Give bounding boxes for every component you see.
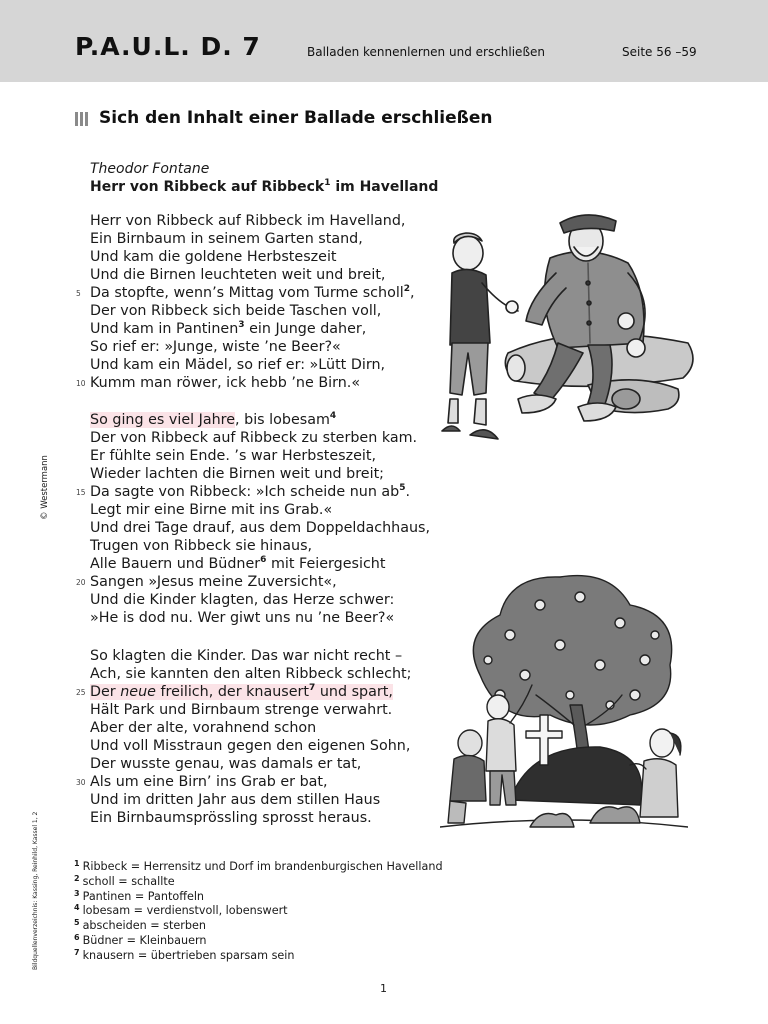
footnote: $^7$ knausern = übertrieben sparsam sein (74, 947, 295, 962)
poem-line: Trugen von Ribbeck sie hinaus, (90, 538, 313, 554)
section-bars-icon (75, 112, 93, 126)
line-number: 20 (76, 578, 86, 587)
ribbeck-and-boy-illustration (438, 203, 696, 453)
highlighted-text: Der neue freilich, der knausert$^7$ und spart, (90, 683, 393, 700)
page-header (0, 0, 768, 82)
poem-line: Er fühlte sein Ende. ’s war Herbsteszeit, (90, 448, 377, 464)
footnote: $^3$ Pantinen = Pantoffeln (74, 888, 205, 903)
poem-line: Legt mir eine Birne mit ins Grab.« (90, 502, 333, 518)
page-reference: Seite 56 –59 (622, 45, 697, 59)
poem-line: Der von Ribbeck sich beide Taschen voll, (90, 303, 382, 319)
poem-line: Aber der alte, vorahnend schon (90, 720, 317, 736)
footnote: $^6$ Büdner = Kleinbauern (74, 932, 207, 947)
chapter-subject: Balladen kennenlernen und erschließen (307, 45, 545, 59)
page-number: 1 (380, 982, 387, 995)
poem-line: So rief er: »Junge, wiste ’ne Beer?« (90, 339, 341, 355)
poem-line: Sangen »Jesus meine Zuversicht«, (90, 574, 337, 590)
poem-line: Und die Birnen leuchteten weit und breit, (90, 267, 386, 283)
footnote: $^1$ Ribbeck = Herrensitz und Dorf im brandenburgischen Havelland (74, 859, 443, 873)
image-credit: Bildquellenverzeichnis: Kassing, Reinhild, Kassel 1, 2 (32, 811, 39, 970)
poem-line: Ein Birnbaumsprössling sprosst heraus. (90, 810, 372, 826)
highlighted-text: So ging es viel Jahre (90, 412, 236, 428)
poem-line: Herr von Ribbeck auf Ribbeck im Havelland, (90, 213, 406, 229)
poem-line: Und im dritten Jahr aus dem stillen Haus (90, 792, 381, 808)
poem-line: Und kam in Pantinen$^3$ ein Junge daher, (90, 320, 367, 337)
poem-line: Der von Ribbeck auf Ribbeck zu sterben kam. (90, 430, 418, 446)
poem-line: Wieder lachten die Birnen weit und breit; (90, 466, 384, 482)
pear-tree-grave-illustration (440, 565, 688, 835)
poem-line: Ein Birnbaum in seinem Garten stand, (90, 231, 363, 247)
line-number: 30 (76, 778, 86, 787)
poem-line (90, 683, 393, 701)
footnote: $^4$ lobesam = verdienstvoll, lobenswert (74, 903, 288, 918)
line-number: 15 (76, 488, 86, 497)
footnote: $^5$ abscheiden = sterben (74, 918, 206, 933)
poem-line: »He is dod nu. Wer giwt uns nu ’ne Beer?« (90, 610, 395, 626)
poem-line: Da sagte von Ribbeck: »Ich scheide nun $ab^5$. (90, 483, 411, 500)
poem-line: So klagten die Kinder. Das war nicht recht – (90, 648, 403, 664)
poem-line: Als um eine Birn’ ins Grab er bat, (90, 774, 328, 790)
poem-line: Alle Bauern und Büdner$^6$ mit Feiergesicht (90, 555, 386, 572)
poem-line: Da stopfte, wenn’s Mittag vom Turme scholl$^2$, (90, 284, 415, 301)
line-number: 25 (76, 688, 86, 697)
series-title: P.A.U.L. D. 7 (75, 32, 261, 61)
poem-line: So ging es viel Jahre, bis lobesam$^4$ (90, 411, 337, 428)
poem-title: Herr von Ribbeck auf Ribbeck$^1$ im Havelland (90, 178, 439, 195)
poem-line: Und die Kinder klagten, das Herze schwer: (90, 592, 395, 608)
footnote: $^2$ scholl = schallte (74, 873, 175, 888)
poem-line: Kumm man röwer, ick hebb ’ne Birn.« (90, 375, 361, 391)
poem-line: Und drei Tage drauf, aus dem Doppeldachhaus, (90, 520, 431, 536)
poem-line: Und kam ein Mädel, so rief er: »Lütt Dirn, (90, 357, 386, 373)
poem-author: Theodor Fontane (90, 161, 210, 177)
footnotes (74, 857, 443, 961)
line-number: 5 (76, 289, 81, 298)
poem-line: Und voll Misstraun gegen den eigenen Sohn, (90, 738, 411, 754)
poem-line: Und kam die goldene Herbsteszeit (90, 249, 337, 265)
line-number: 10 (76, 379, 86, 388)
copyright-note: © Westermann (40, 455, 50, 520)
section-title: Sich den Inhalt einer Ballade erschließen (99, 108, 493, 128)
poem-line: Der wusste genau, was damals er tat, (90, 756, 362, 772)
poem-line: Ach, sie kannten den alten Ribbeck schlecht; (90, 666, 412, 682)
poem-line: Hält Park und Birnbaum strenge verwahrt. (90, 702, 393, 718)
